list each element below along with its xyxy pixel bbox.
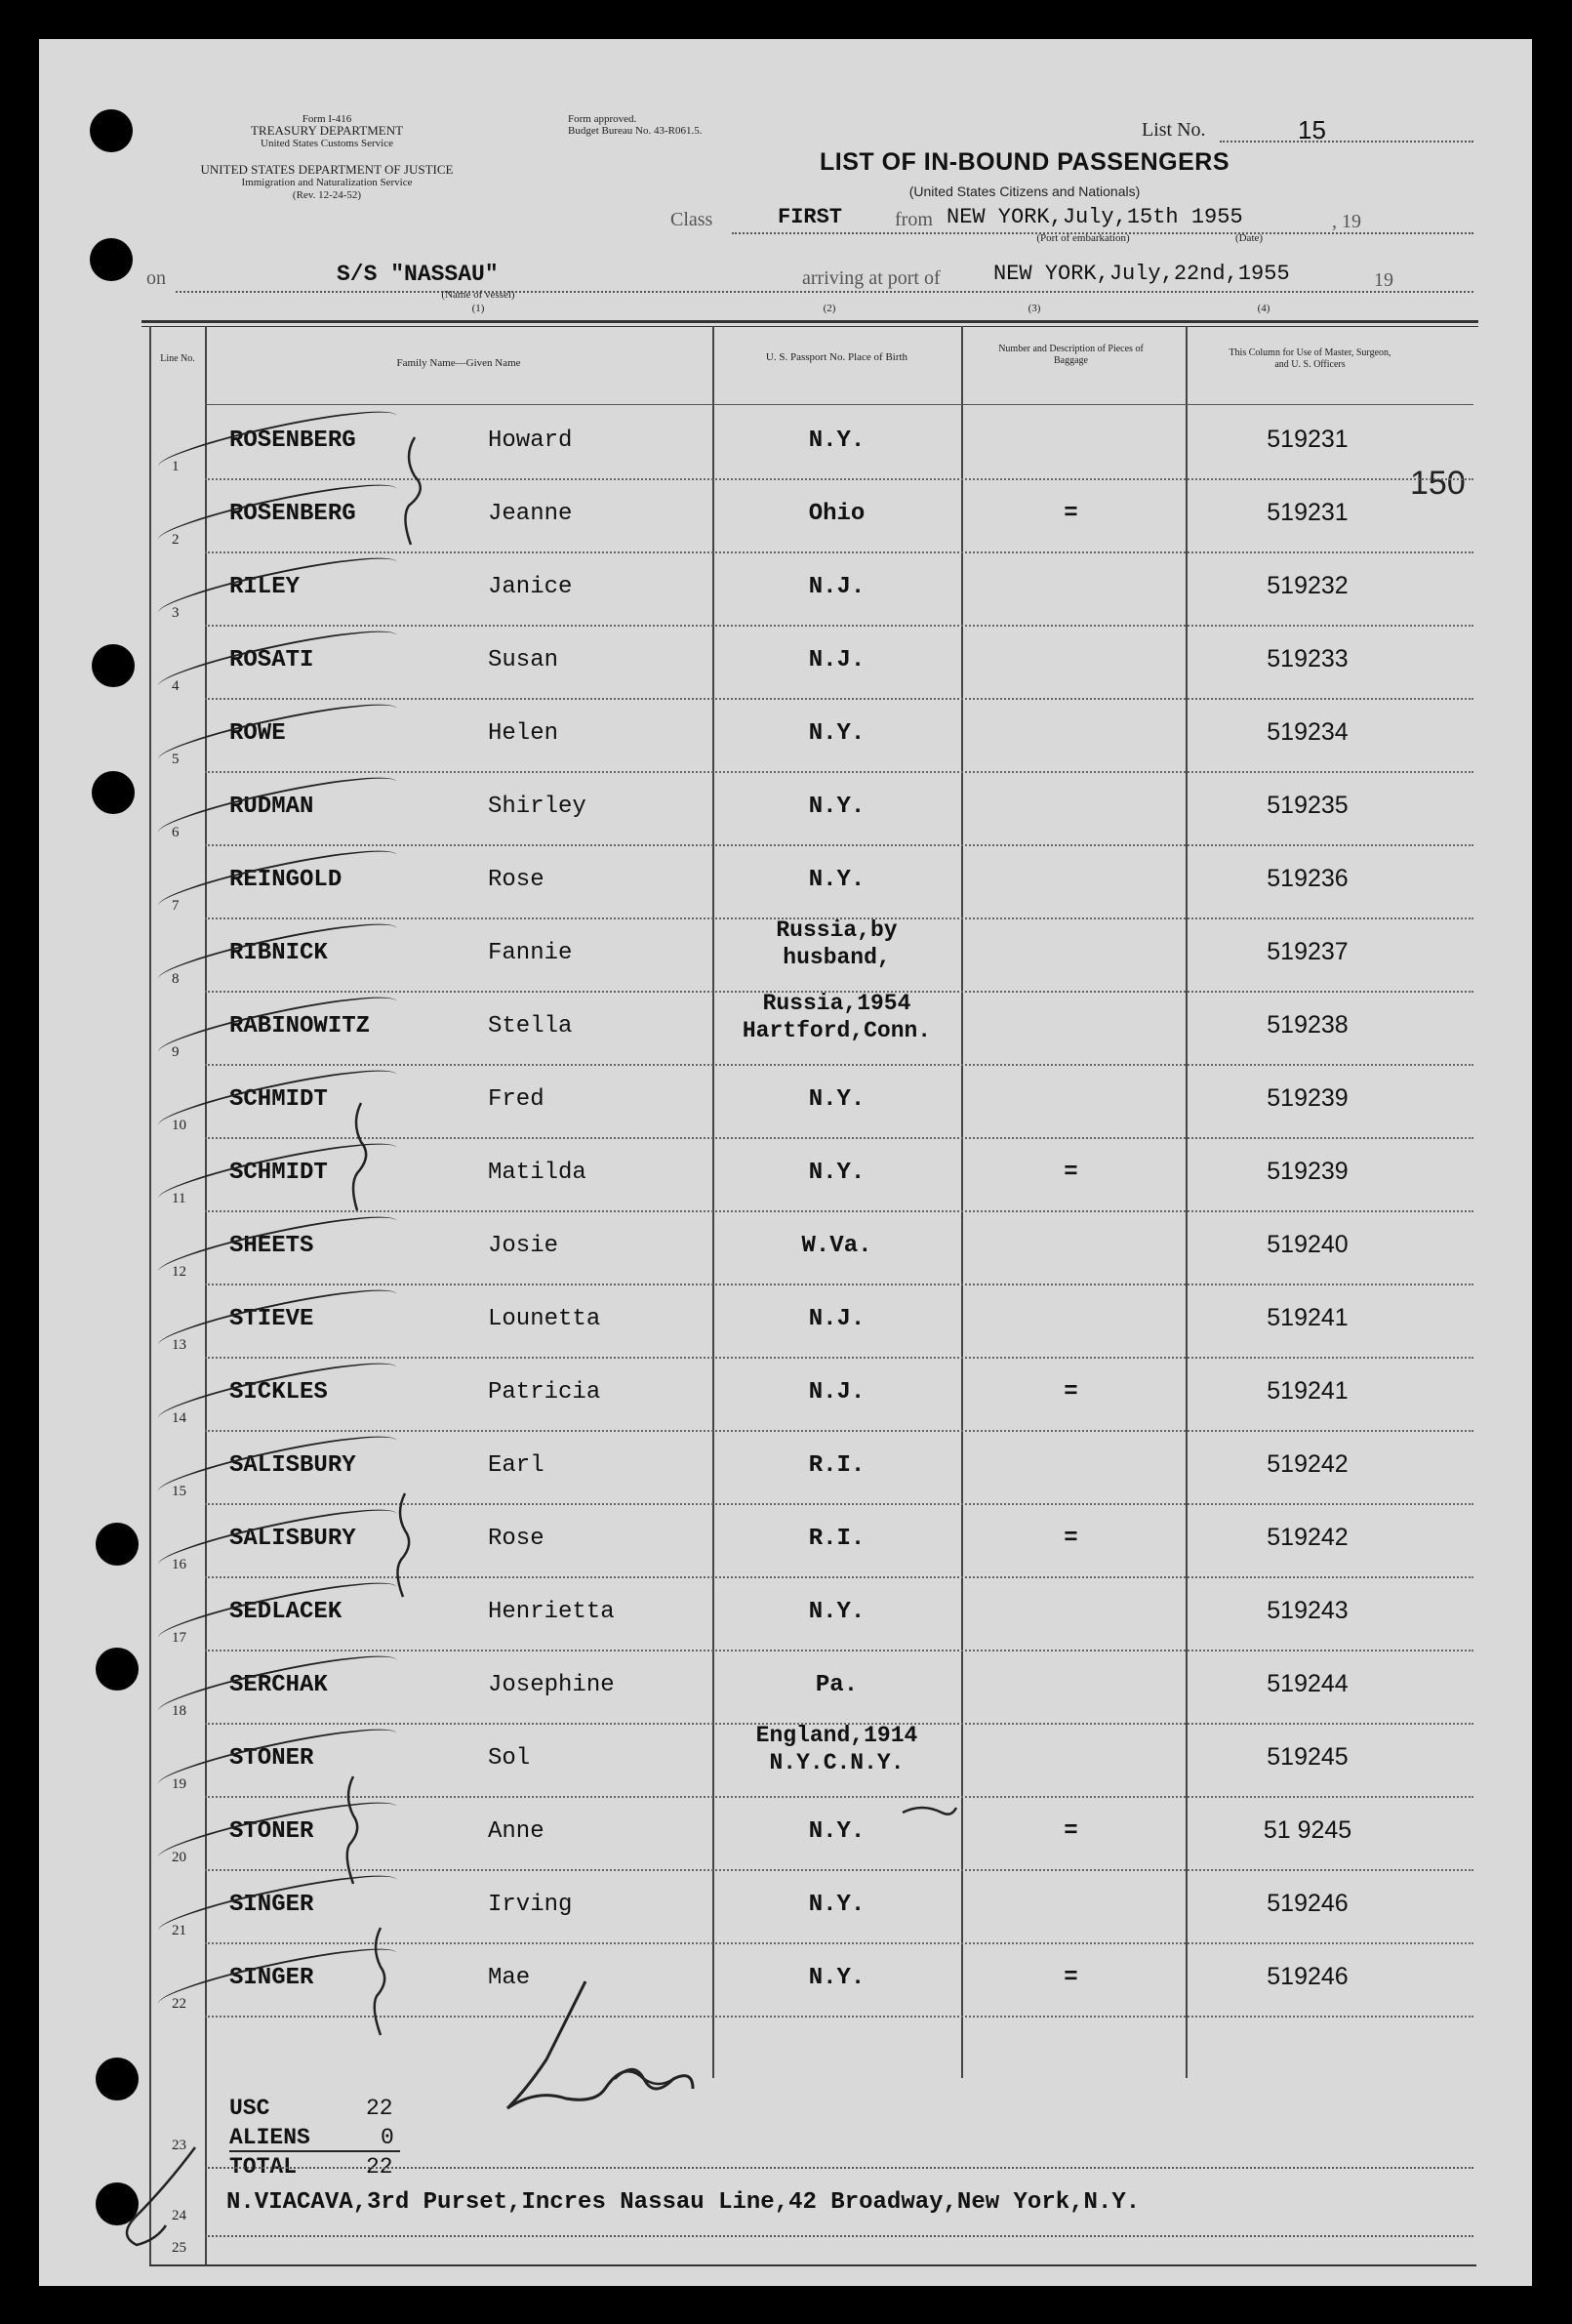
col-header-name: Family Name—Given Name [396,357,521,369]
line-number: 1 [172,459,180,474]
line-number: 9 [172,1044,180,1060]
officer-number: 519239 [1267,1158,1349,1185]
place-of-birth-line-1: N.J. [808,574,866,600]
officer-number: 519246 [1267,1963,1349,1990]
place-of-birth-line-1: N.Y. [808,1818,866,1845]
given-name: Jeanne [488,501,573,527]
family-name: RABINOWITZ [229,1013,371,1040]
place-of-birth-line-1: W.Va. [801,1233,872,1259]
col-header-passport: U. S. Passport No. Place of Birth [765,351,908,363]
date-caption: (Date) [1234,232,1264,244]
given-name: Earl [488,1452,544,1479]
given-name: Stella [488,1013,573,1040]
officer-number: 519245 [1267,1743,1349,1771]
vessel-caption: (Name of vessel) [441,289,515,301]
line-number: 11 [172,1191,186,1206]
baggage: = [1064,501,1078,527]
officer-number: 519234 [1267,718,1349,746]
family-name: ROWE [229,720,286,747]
officer-number: 519233 [1267,645,1349,673]
port-caption: (Port of embarkation) [1036,232,1130,244]
given-name: Janice [488,574,573,600]
officer-number: 519238 [1267,1011,1349,1039]
place-of-birth-line-1: N.Y. [808,867,866,893]
col-header-baggage: Number and Description of Pieces of Baggage [998,344,1144,366]
line-number: 18 [172,1703,186,1719]
officer-number: 519241 [1267,1304,1349,1331]
customs-service: United States Customs Service [261,138,393,149]
justice-department: UNITED STATES DEPARTMENT OF JUSTICE [200,162,454,177]
line-number: 16 [172,1557,186,1572]
line-number: 20 [172,1850,186,1865]
page-title: LIST OF IN-BOUND PASSENGERS [820,148,1230,176]
given-name: Mae [488,1965,531,1991]
line-number: 8 [172,971,180,987]
line-number: 2 [172,532,180,548]
place-of-birth-line-1: England,1914 [755,1723,918,1748]
arriving-value: NEW YORK,July,22nd,1955 [993,262,1290,286]
place-of-birth-line-2: husband, [783,945,891,970]
line-number: 7 [172,898,180,914]
officer-number: 519240 [1267,1231,1349,1258]
given-name: Henrietta [488,1599,615,1625]
line-number: 22 [172,1996,186,2012]
place-of-birth-line-1: N.Y. [808,1086,866,1113]
given-name: Susan [488,647,559,673]
col-header-officers: This Column for Use of Master, Surgeon, and U. S. Officers [1229,347,1391,370]
footer-address: N.VIACAVA,3rd Purset,Incres Nassau Line,42 Broadway,New York,N.Y. [226,2189,1141,2216]
col-header-line: Line No. [160,353,195,364]
officer-number: 519242 [1267,1524,1349,1551]
handwritten-marks [39,39,1532,2286]
line-number: 19 [172,1776,186,1792]
baggage: = [1064,1818,1078,1845]
family-name: STIEVE [229,1306,314,1332]
family-name: RILEY [229,574,301,600]
officer-number: 519242 [1267,1450,1349,1478]
family-name: STONER [229,1745,314,1772]
usc-label: USC [229,2096,270,2121]
given-name: Josie [488,1233,559,1259]
line-number-24: 24 [172,2208,186,2223]
place-of-birth-line-2: N.Y.C.N.Y. [769,1750,905,1775]
officer-number: 519231 [1267,499,1349,526]
officer-number: 519246 [1267,1890,1349,1917]
budget-bureau: Budget Bureau No. 43-R061.5. [568,125,703,137]
officer-number: 519232 [1267,572,1349,599]
arriving-label: arriving at port of [802,267,941,289]
place-of-birth-line-1: N.Y. [808,1892,866,1918]
page-subtitle: (United States Citizens and Nationals) [908,183,1141,199]
caption-3: (3) [1028,303,1041,314]
place-of-birth-line-1: N.Y. [808,1599,866,1625]
line-number: 3 [172,605,180,621]
officer-number: 519231 [1267,426,1349,453]
given-name: Patricia [488,1379,601,1406]
given-name: Shirley [488,794,586,820]
line-number: 13 [172,1337,186,1353]
year-suffix: , 19 [1332,211,1361,232]
line-number: 14 [172,1410,186,1426]
given-name: Matilda [488,1160,586,1186]
family-name: SERCHAK [229,1672,328,1698]
baggage: = [1064,1965,1078,1991]
list-number: 15 [1298,115,1326,144]
place-of-birth-line-1: R.I. [808,1526,866,1552]
aliens-label: ALIENS [229,2125,310,2150]
place-of-birth-line-1: R.I. [808,1452,866,1479]
place-of-birth-line-1: N.Y. [808,1160,866,1186]
total-label: TOTAL [229,2154,298,2180]
aliens-count: 0 [381,2125,394,2150]
caption-1: (1) [471,303,485,314]
given-name: Irving [488,1892,573,1918]
form-approved: Form approved. [568,113,637,125]
family-name: ROSENBERG [229,428,356,454]
officer-number: 519235 [1267,792,1349,819]
line-number: 15 [172,1484,186,1499]
place-of-birth-line-2: Hartford,Conn. [742,1018,932,1043]
given-name: Anne [488,1818,544,1845]
given-name: Josephine [488,1672,615,1698]
given-name: Helen [488,720,559,747]
class-label: Class [670,209,713,230]
embarkation-value: NEW YORK,July,15th 1955 [947,205,1243,229]
line-number-23: 23 [172,2138,186,2153]
margin-note: 150 [1410,465,1466,502]
place-of-birth-line-1: N.Y. [808,794,866,820]
officer-number: 51 9245 [1263,1816,1352,1844]
caption-2: (2) [823,303,836,314]
officer-number: 519243 [1267,1597,1349,1624]
family-name: REINGOLD [229,867,343,893]
line-number: 4 [172,678,180,694]
family-name: SINGER [229,1892,314,1918]
list-no-label: List No. [1142,119,1206,141]
given-name: Howard [488,428,573,454]
family-name: RIBNICK [229,940,328,966]
officer-number: 519236 [1267,865,1349,892]
baggage: = [1064,1160,1078,1186]
usc-count: 22 [366,2096,393,2121]
family-name: SALISBURY [229,1526,356,1552]
treasury-department: TREASURY DEPARTMENT [250,123,404,138]
family-name: RUDMAN [229,794,314,820]
line-number: 6 [172,825,180,840]
line-number: 12 [172,1264,186,1280]
family-name: SINGER [229,1965,314,1991]
line-number: 21 [172,1923,186,1938]
family-name: SCHMIDT [229,1160,328,1186]
bracket-mark [405,437,420,545]
ins-service: Immigration and Naturalization Service [241,177,413,188]
caption-4: (4) [1257,303,1270,314]
vessel-name: S/S "NASSAU" [337,262,499,287]
family-name: SICKLES [229,1379,328,1406]
place-of-birth-line-1: Russia,1954 [762,991,911,1016]
class-value: FIRST [778,205,843,229]
given-name: Rose [488,1526,544,1552]
place-of-birth-line-1: N.Y. [808,1965,866,1991]
place-of-birth-line-1: N.J. [808,1379,866,1406]
total-count: 22 [366,2154,393,2180]
family-name: STONER [229,1818,314,1845]
given-name: Sol [488,1745,531,1772]
place-of-birth-line-1: N.J. [808,1306,866,1332]
place-of-birth-line-1: N.Y. [808,428,866,454]
family-name: SEDLACEK [229,1599,343,1625]
line-number-25: 25 [172,2240,186,2256]
given-name: Fannie [488,940,573,966]
line-number: 5 [172,752,180,767]
baggage: = [1064,1379,1078,1406]
year-suffix-2: 19 [1374,269,1393,291]
baggage: = [1064,1526,1078,1552]
officer-number: 519239 [1267,1084,1349,1112]
family-name: ROSATI [229,647,314,673]
line-number: 17 [172,1630,186,1646]
place-of-birth-line-1: N.J. [808,647,866,673]
family-name: SALISBURY [229,1452,356,1479]
place-of-birth-line-1: Pa. [815,1672,859,1698]
given-name: Rose [488,867,544,893]
given-name: Fred [488,1086,544,1113]
place-of-birth-line-1: Ohio [808,501,866,527]
place-of-birth-line-1: N.Y. [808,720,866,747]
form-revision: (Rev. 12-24-52) [292,189,362,201]
officer-number: 519237 [1267,938,1349,965]
officer-number: 519241 [1267,1377,1349,1405]
place-of-birth-line-1: Russia,by [776,917,898,943]
officer-number: 519244 [1267,1670,1349,1697]
document-page [39,39,1532,2286]
on-label: on [146,267,166,289]
family-name: ROSENBERG [229,501,356,527]
line-number: 10 [172,1118,186,1133]
form-number: Form I-416 [302,113,352,125]
family-name: SHEETS [229,1233,314,1259]
given-name: Lounetta [488,1306,601,1332]
from-label: from [895,209,933,230]
family-name: SCHMIDT [229,1086,328,1113]
